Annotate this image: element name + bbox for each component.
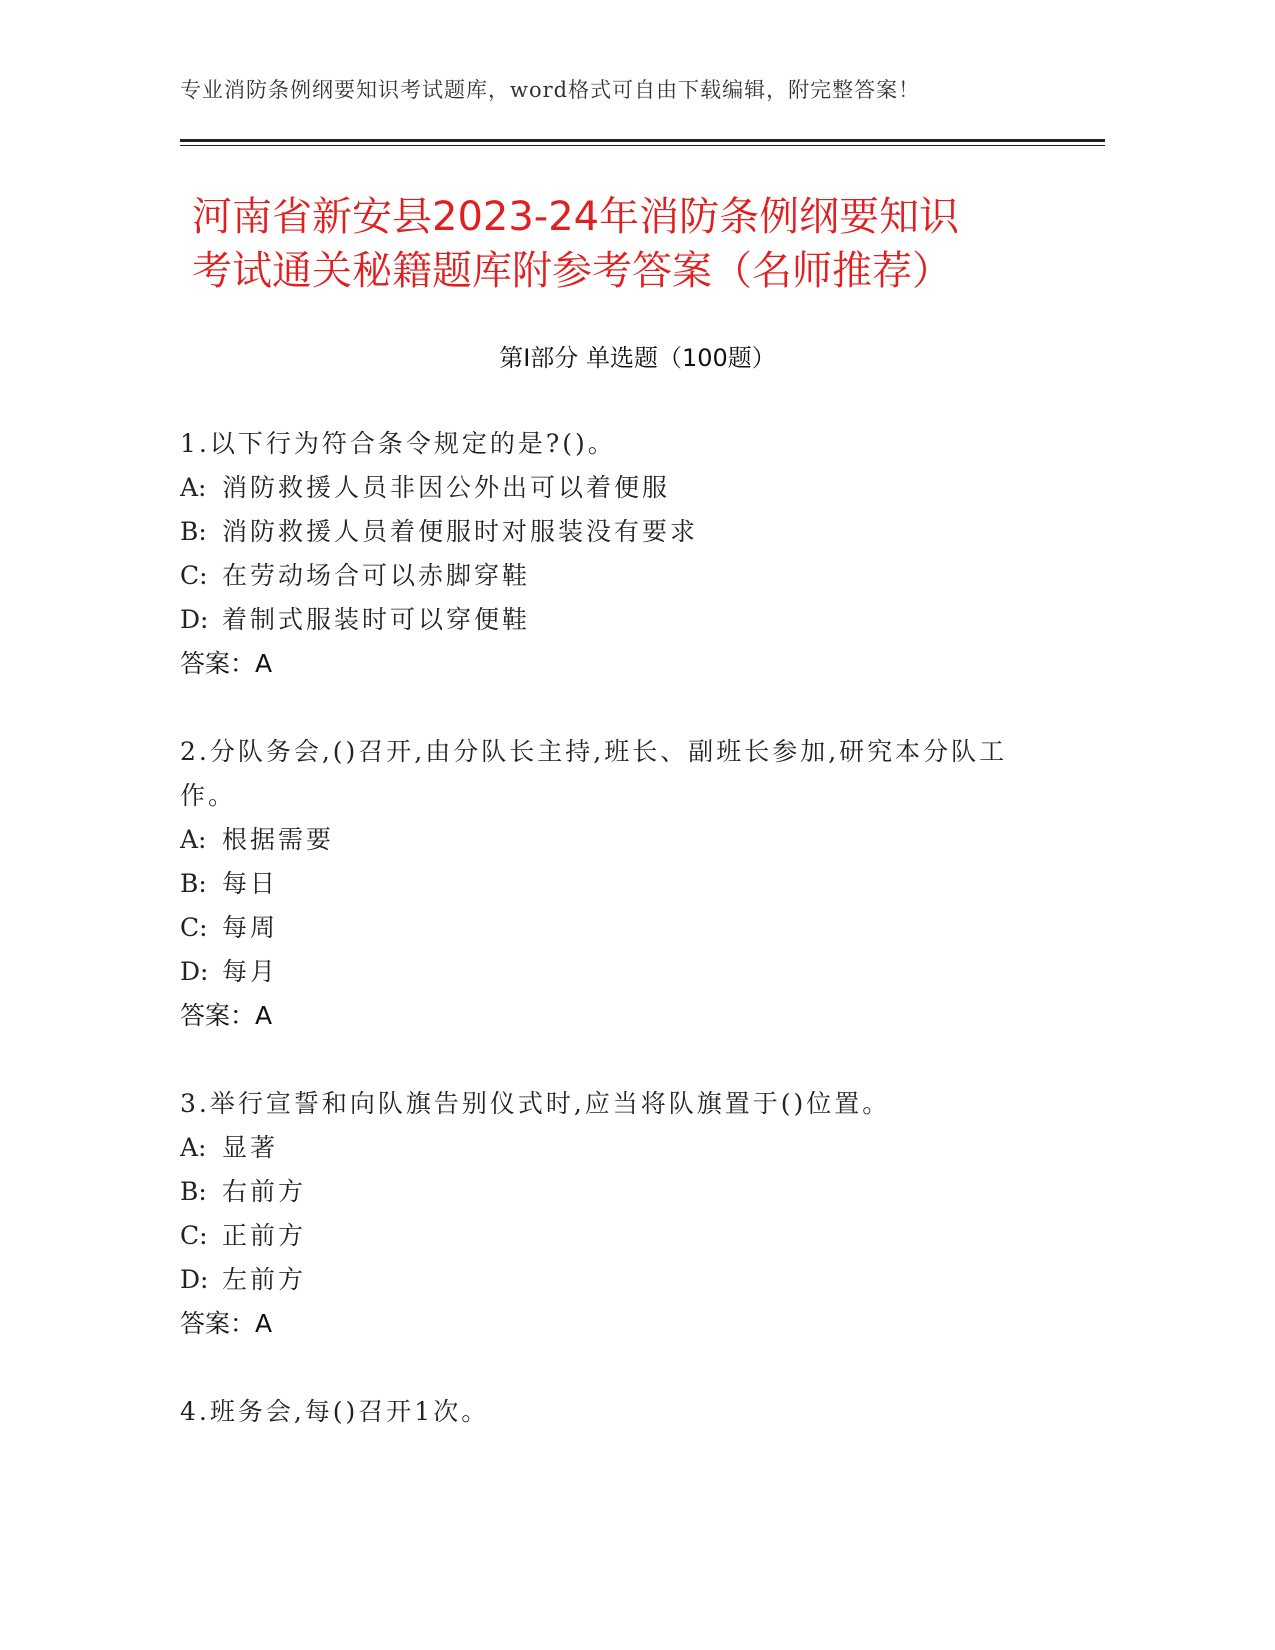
option-c <box>180 1214 1040 1258</box>
option-letter: D: <box>180 957 209 986</box>
option-text: 每日 <box>222 869 279 898</box>
question-stem-continued: 作。 <box>180 781 237 810</box>
option-letter: A: <box>180 825 207 854</box>
option-c <box>180 554 1040 598</box>
document-title-line-2: 考试通关秘籍题库附参考答案（名师推荐） <box>192 248 952 294</box>
header-rule-thick <box>180 139 1105 142</box>
option-letter: B: <box>180 517 207 546</box>
option-text: 右前方 <box>222 1177 307 1206</box>
option-text: 显著 <box>222 1133 279 1162</box>
option-b <box>180 510 1040 554</box>
question-3 <box>180 1082 1040 1346</box>
question-stem: 2.分队务会,()召开,由分队长主持,班长、副班长参加,研究本分队工 <box>180 737 1008 766</box>
option-d <box>180 598 1040 642</box>
option-text: 在劳动场合可以赤脚穿鞋 <box>222 561 531 590</box>
option-a <box>180 466 1040 510</box>
option-a <box>180 1126 1040 1170</box>
option-d <box>180 1258 1040 1302</box>
question-stem: 3.举行宣誓和向队旗告别仪式时,应当将队旗置于()位置。 <box>180 1089 891 1118</box>
option-letter: C: <box>180 1221 208 1250</box>
option-b <box>180 862 1040 906</box>
answer: 答案：A <box>180 649 273 678</box>
document-title <box>192 190 1092 298</box>
answer: 答案：A <box>180 1001 273 1030</box>
option-letter: B: <box>180 869 207 898</box>
section-title: 第Ⅰ部分 单选题（100题） <box>499 344 776 372</box>
option-text: 左前方 <box>222 1265 307 1294</box>
header-rule-thin <box>180 145 1105 146</box>
option-a <box>180 818 1040 862</box>
option-text: 每周 <box>222 913 279 942</box>
option-text: 着制式服装时可以穿便鞋 <box>222 605 531 634</box>
question-2 <box>180 730 1040 1038</box>
question-list <box>180 422 1040 1478</box>
option-text: 消防救援人员着便服时对服装没有要求 <box>222 517 699 546</box>
option-c <box>180 906 1040 950</box>
option-text: 每月 <box>222 957 279 986</box>
document-title-line-1: 河南省新安县2023-24年消防条例纲要知识 <box>192 194 960 240</box>
page-header: 专业消防条例纲要知识考试题库，word格式可自由下载编辑，附完整答案！ <box>180 78 921 102</box>
option-text: 根据需要 <box>222 825 335 854</box>
option-letter: D: <box>180 605 209 634</box>
option-b <box>180 1170 1040 1214</box>
option-d <box>180 950 1040 994</box>
option-letter: D: <box>180 1265 209 1294</box>
question-4 <box>180 1390 1040 1434</box>
option-letter: A: <box>180 1133 207 1162</box>
question-1 <box>180 422 1040 686</box>
question-stem: 1.以下行为符合条令规定的是?()。 <box>180 429 616 458</box>
option-letter: A: <box>180 473 207 502</box>
question-stem: 4.班务会,每()召开1次。 <box>180 1397 490 1426</box>
option-letter: C: <box>180 561 208 590</box>
option-letter: C: <box>180 913 208 942</box>
answer: 答案：A <box>180 1309 273 1338</box>
option-letter: B: <box>180 1177 207 1206</box>
option-text: 正前方 <box>222 1221 307 1250</box>
option-text: 消防救援人员非因公外出可以着便服 <box>222 473 671 502</box>
